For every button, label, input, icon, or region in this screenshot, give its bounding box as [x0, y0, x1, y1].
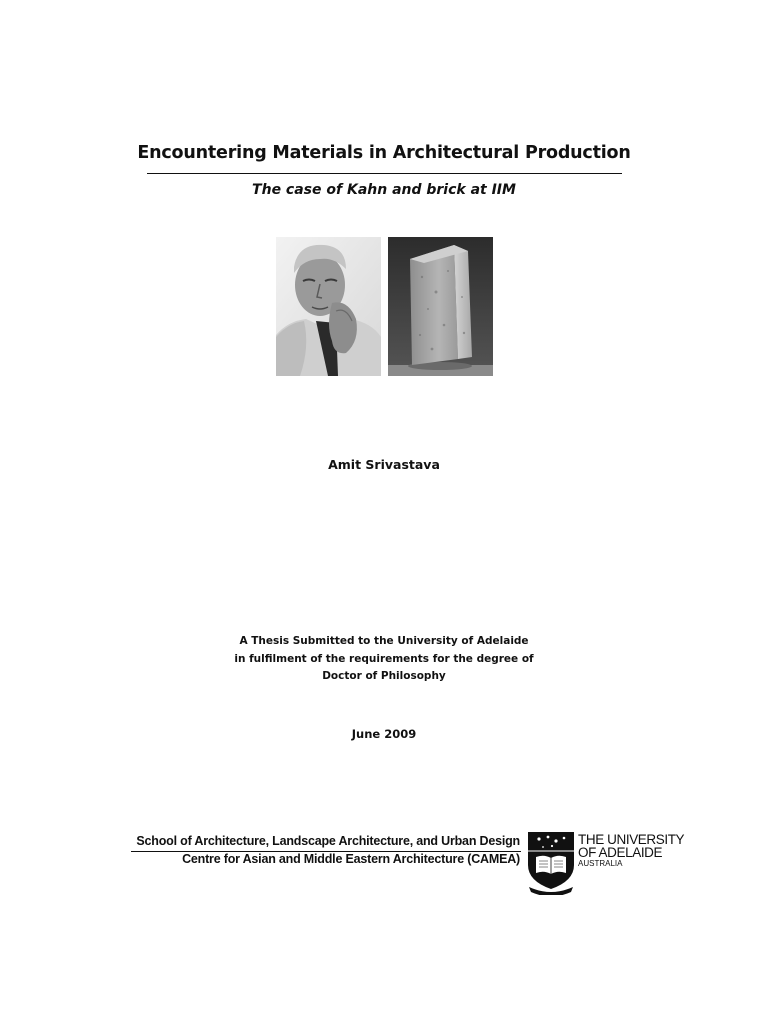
title-divider [147, 173, 622, 174]
portrait-image [276, 237, 381, 376]
brick-image [388, 237, 493, 376]
thesis-line-3: Doctor of Philosophy [322, 670, 446, 682]
university-name-line-1: THE UNIVERSITY [578, 832, 685, 847]
thesis-statement [0, 633, 768, 686]
university-name-line-2: OF ADELAIDE [578, 845, 663, 860]
university-country: AUSTRALIA [578, 859, 623, 868]
brick-photo [388, 237, 493, 376]
centre-name: Centre for Asian and Middle Eastern Architecture (CAMEA) [182, 852, 520, 866]
university-crest-logo [526, 831, 576, 895]
thesis-line-1: A Thesis Submitted to the University of Adelaide [239, 635, 529, 647]
page-title: Encountering Materials in Architectural Production [137, 143, 631, 163]
university-name [578, 833, 684, 859]
crest-icon [526, 831, 576, 895]
author-name: Amit Srivastava [328, 457, 440, 472]
submission-date: June 2009 [351, 727, 417, 741]
thesis-line-2: in fulfilment of the requirements for the degree of [234, 652, 534, 665]
school-name: School of Architecture, Landscape Architecture, and Urban Design [136, 834, 520, 848]
portrait-photo [276, 237, 381, 376]
page-subtitle: The case of Kahn and brick at IIM [252, 182, 516, 198]
